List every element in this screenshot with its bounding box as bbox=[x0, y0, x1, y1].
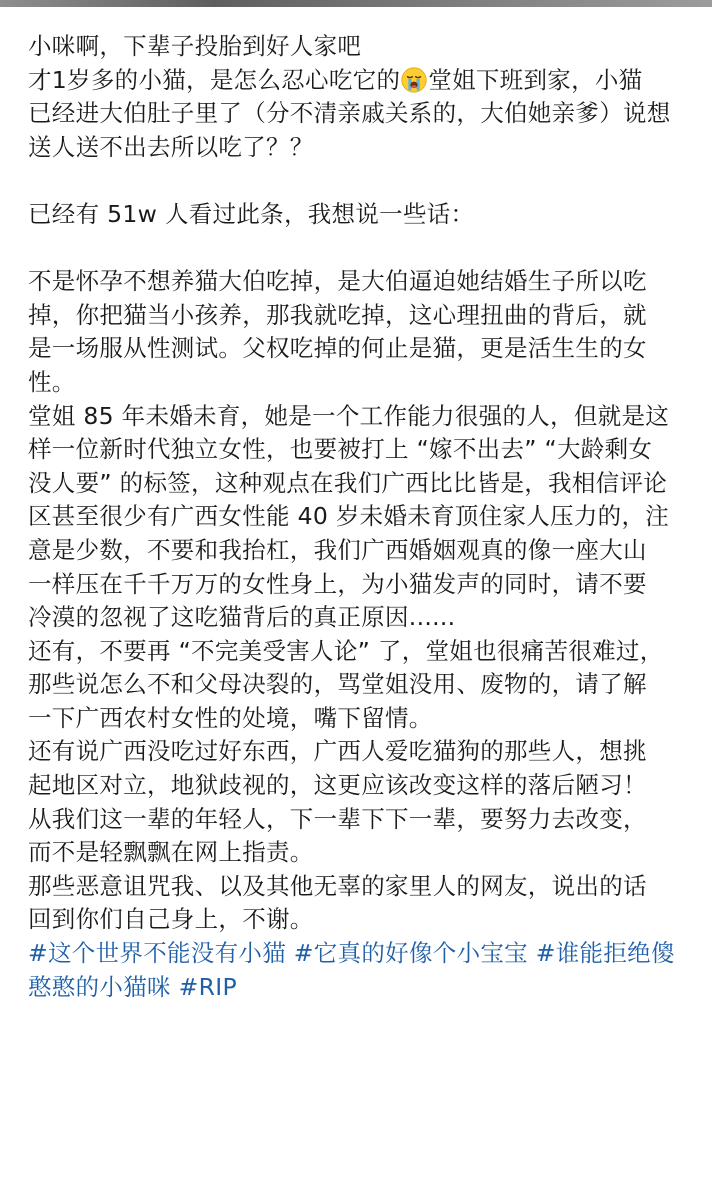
post-content bbox=[28, 30, 698, 1004]
hashtag-link[interactable]: #RIP bbox=[178, 972, 237, 1001]
top-image-strip bbox=[0, 0, 712, 7]
paragraph-6-line: 还有说广西没吃过好东西，广西人爱吃猫狗的那些人，想挑 bbox=[28, 737, 647, 766]
paragraph-6-line: 而不是轻飘飘在网上指责。 bbox=[28, 838, 314, 867]
paragraph-3-line: 不是怀孕不想养猫大伯吃掉，是大伯逼迫她结婚生子所以吃 bbox=[28, 267, 647, 296]
hashtag-line-1 bbox=[28, 937, 698, 971]
paragraph-4 bbox=[28, 400, 698, 635]
paragraph-6-line: 从我们这一辈的年轻人，下一辈下下一辈，要努力去改变， bbox=[28, 804, 647, 833]
paragraph-6-line: 起地区对立，地狱歧视的，这更应该改变这样的落后陋习！ bbox=[28, 771, 647, 800]
hashtag-link[interactable]: #谁能拒绝傻 bbox=[535, 939, 675, 968]
paragraph-3-line: 掉，你把猫当小孩养，那我就吃掉，这心理扭曲的背后，就 bbox=[28, 300, 647, 329]
blank-line bbox=[28, 164, 698, 198]
paragraph-7-line: 回到你们自己身上，不谢。 bbox=[28, 905, 314, 934]
paragraph-1-line-3: 送人送不出去所以吃了？？ bbox=[28, 132, 314, 161]
paragraph-1 bbox=[28, 64, 698, 165]
paragraph-2: 已经有 51w 人看过此条，我想说一些话： bbox=[28, 199, 475, 228]
paragraph-5-line: 还有，不要再 “不完美受害人论” 了，堂姐也很痛苦很难过， bbox=[28, 636, 664, 665]
paragraph-6 bbox=[28, 735, 698, 869]
hashtag-list bbox=[28, 937, 698, 1004]
paragraph-5-line: 那些说怎么不和父母决裂的，骂堂姐没用、废物的，请了解 bbox=[28, 670, 647, 699]
paragraph-4-line: 样一位新时代独立女性，也要被打上 “嫁不出去” “大龄剩女 bbox=[28, 435, 653, 464]
crying-face-icon bbox=[401, 67, 427, 93]
paragraph-3-line: 是一场服从性测试。父权吃掉的何止是猫，更是活生生的女 bbox=[28, 334, 647, 363]
paragraph-3 bbox=[28, 265, 698, 399]
paragraph-1-line-1 bbox=[28, 64, 698, 98]
blank-line bbox=[28, 232, 698, 266]
paragraph-1-line-2: 已经进大伯肚子里了（分不清亲戚关系的，大伯她亲爹）说想 bbox=[28, 99, 671, 128]
paragraph-1-text-before-emoji: 才1岁多的小猫，是怎么忍心吃它的 bbox=[28, 65, 401, 94]
paragraph-5 bbox=[28, 635, 698, 736]
hashtag-line-2 bbox=[28, 971, 698, 1005]
post-title-line: 小咪啊，下辈子投胎到好人家吧 bbox=[28, 32, 362, 60]
paragraph-4-line: 意是少数，不要和我抬杠，我们广西婚姻观真的像一座大山 bbox=[28, 535, 647, 564]
paragraph-4-line: 区甚至很少有广西女性能 40 岁未婚未育顶住家人压力的，注 bbox=[28, 502, 670, 531]
paragraph-7-line: 那些恶意诅咒我、以及其他无辜的家里人的网友，说出的话 bbox=[28, 871, 647, 900]
hashtag-link[interactable]: #它真的好像个小宝宝 bbox=[293, 939, 528, 968]
hashtag-link[interactable]: 憨憨的小猫咪 bbox=[28, 972, 171, 1001]
paragraph-4-line: 堂姐 85 年未婚未育，她是一个工作能力很强的人，但就是这 bbox=[28, 401, 670, 430]
paragraph-7 bbox=[28, 870, 698, 937]
paragraph-4-line: 没人要” 的标签，这种观点在我们广西比比皆是，我相信评论 bbox=[28, 468, 668, 497]
paragraph-4-line: 一样压在千千万万的女性身上，为小猫发声的同时，请不要 bbox=[28, 569, 647, 598]
paragraph-4-line: 冷漠的忽视了这吃猫背后的真正原因...... bbox=[28, 603, 456, 632]
hashtag-link[interactable]: #这个世界不能没有小猫 bbox=[28, 939, 286, 968]
paragraph-5-line: 一下广西农村女性的处境，嘴下留情。 bbox=[28, 703, 433, 732]
paragraph-1-text-after-emoji: 堂姐下班到家，小猫 bbox=[428, 65, 643, 94]
paragraph-3-line: 性。 bbox=[28, 367, 76, 396]
